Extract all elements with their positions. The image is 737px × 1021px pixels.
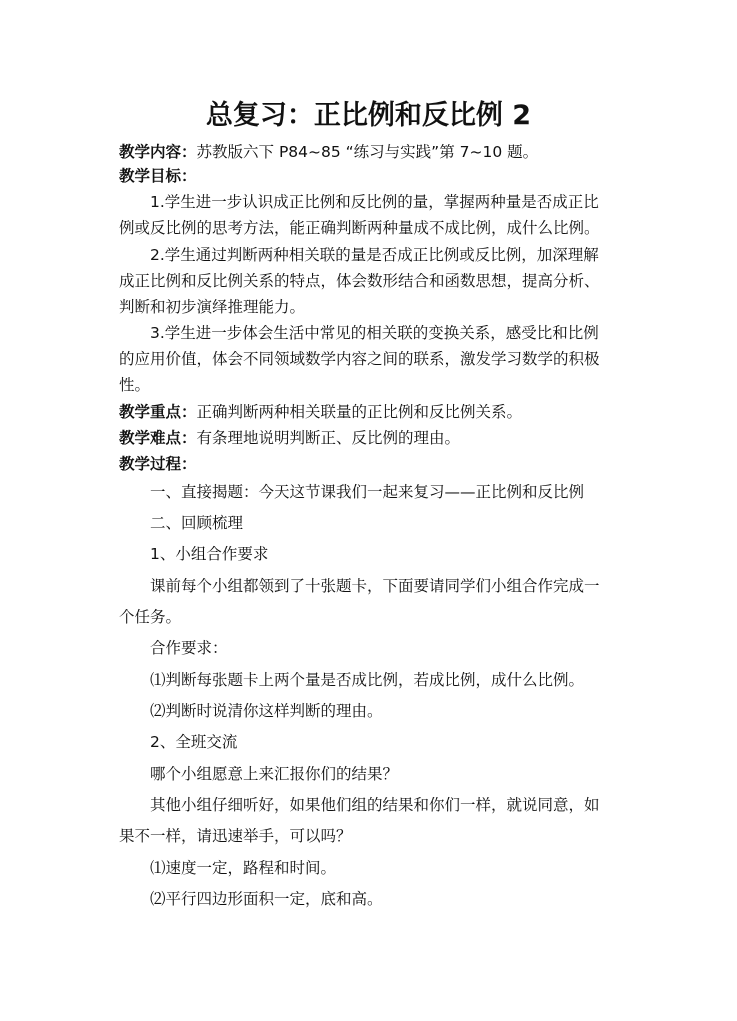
goals-label: 教学目标： [119, 167, 197, 185]
goal3-line3: 性。 [119, 376, 151, 394]
document-title: 总复习：正比例和反比例 2 [205, 100, 532, 131]
goal3-line2: 的应用价值，体会不同领域数学内容之间的联系，激发学习数学的积极 [119, 350, 600, 368]
goal3-line1: 3.学生进一步体会生活中常见的相关联的变换关系，感受比和比例 [150, 324, 599, 342]
difficulty-row [119, 427, 619, 449]
process-item-7: ⑵判断时说清你这样判断的理由。 [150, 702, 383, 720]
process-item-4-line1: 课前每个小组都领到了十张题卡，下面要请同学们小组合作完成一 [150, 577, 600, 595]
process-item-10-line2: 果不一样，请迅速举手，可以吗？ [119, 827, 352, 845]
difficulty-text: 有条理地说明判断正、反比例的理由。 [196, 429, 461, 447]
process-item-11: ⑴速度一定，路程和时间。 [150, 859, 337, 877]
content-row [119, 141, 619, 163]
goal2-line3: 判断和初步演绎推理能力。 [119, 298, 306, 316]
key-label: 教学重点： [119, 403, 197, 421]
goal1-line1: 1.学生进一步认识成正比例和反比例的量，掌握两种量是否成正比 [150, 193, 599, 211]
goal2-line1: 2.学生通过判断两种相关联的量是否成正比例或反比例，加深理解 [150, 246, 599, 264]
key-text: 正确判断两种相关联量的正比例和反比例关系。 [196, 403, 523, 421]
process-item-1: 一、直接揭题：今天这节课我们一起来复习——正比例和反比例 [150, 483, 585, 501]
content-label: 教学内容： [119, 143, 197, 161]
process-item-5: 合作要求： [150, 639, 228, 657]
process-item-9: 哪个小组愿意上来汇报你们的结果？ [150, 765, 399, 783]
process-item-10-line1: 其他小组仔细听好，如果他们组的结果和你们一样，就说同意，如 [150, 796, 600, 814]
process-item-12: ⑵平行四边形面积一定，底和高。 [150, 890, 383, 908]
process-item-8: 2、全班交流 [150, 733, 238, 751]
goal1-line2: 例或反比例的思考方法，能正确判断两种量成不成比例，成什么比例。 [119, 219, 600, 237]
content-text: 苏教版六下 P84~85 “练习与实践”第 7~10 题。 [196, 143, 539, 161]
difficulty-label: 教学难点： [119, 429, 197, 447]
process-item-4-line2: 个任务。 [119, 608, 182, 626]
goal2-line2: 成正比例和反比例关系的特点，体会数形结合和函数思想，提高分析、 [119, 272, 600, 290]
process-item-3: 1、小组合作要求 [150, 545, 269, 563]
process-item-2: 二、回顾梳理 [150, 514, 244, 532]
key-row [119, 401, 619, 423]
process-label: 教学过程： [119, 455, 197, 473]
process-item-6: ⑴判断每张题卡上两个量是否成比例，若成比例，成什么比例。 [150, 671, 585, 689]
